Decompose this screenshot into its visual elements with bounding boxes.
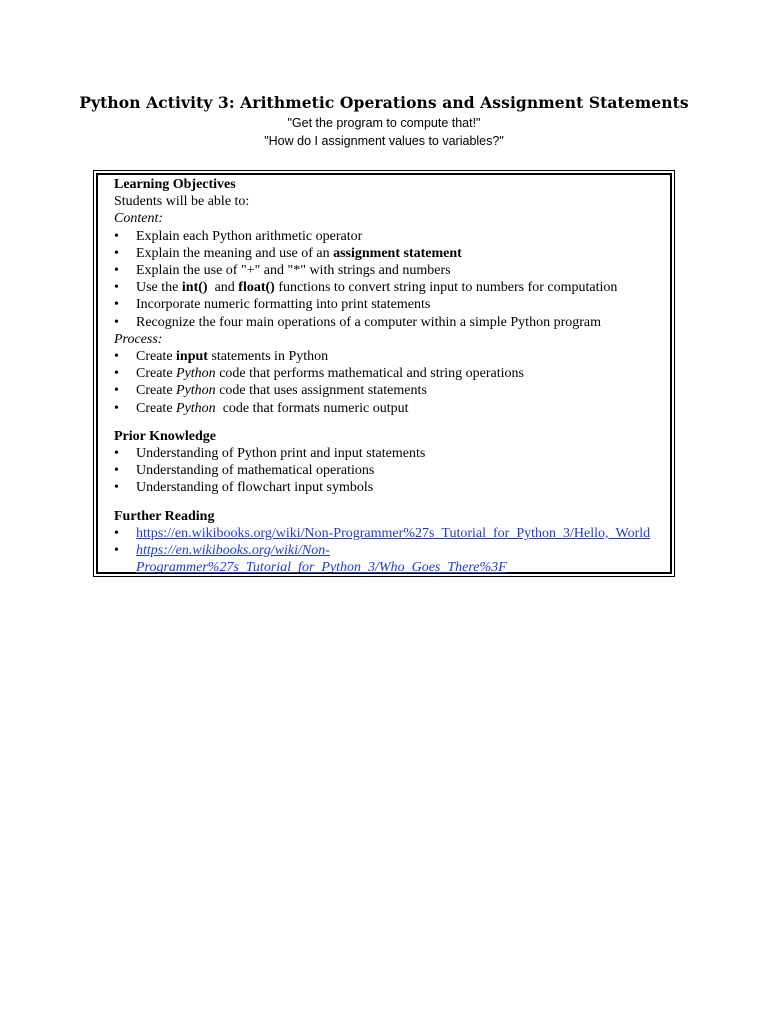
page-subtitle-1: "Get the program to compute that!" <box>287 116 481 130</box>
page-subtitle-2: "How do I assignment values to variables?" <box>264 134 504 148</box>
bullet-icon: • <box>114 280 119 296</box>
list-item: • Create input statements in Python <box>114 349 329 365</box>
list-item <box>114 542 674 576</box>
learning-objectives-heading: Learning Objectives <box>114 177 236 192</box>
page-title: Python Activity 3: Arithmetic Operations and Assignment Statements <box>79 93 689 112</box>
further-reading-list <box>114 525 674 577</box>
bullet-icon: • <box>114 463 119 479</box>
process-label: Process: <box>114 331 163 347</box>
bullet-icon: • <box>114 366 119 382</box>
further-reading-heading: Further Reading <box>114 508 215 524</box>
bullet-icon: • <box>114 400 119 416</box>
objectives-intro: Students will be able to: <box>114 194 250 210</box>
list-item: • Create Python code that performs mathematical and string operations <box>114 366 524 382</box>
list-item: • Understanding of flowchart input symbols <box>114 480 374 496</box>
list-item: • Incorporate numeric formatting into print statements <box>114 297 431 313</box>
list-item: • Use the int() and float() functions to convert string input to numbers for computation <box>114 280 618 296</box>
list-item <box>114 525 674 542</box>
bullet-icon: • <box>114 383 119 399</box>
content-objectives-list <box>114 228 674 331</box>
list-item: • Recognize the four main operations of a computer within a simple Python program <box>114 314 601 330</box>
reading-link-hello-world[interactable]: https://en.wikibooks.org/wiki/Non-Programmer%27s_Tutorial_for_Python_3/Hello,_World <box>136 525 651 541</box>
prior-knowledge-list <box>114 445 674 497</box>
bullet-icon: • <box>114 446 119 462</box>
content-label: Content: <box>114 211 163 227</box>
bullet-icon: • <box>114 543 119 559</box>
bullet-icon: • <box>114 349 119 365</box>
bullet-icon: • <box>114 480 119 496</box>
list-item: • Explain the meaning and use of an assignment statement <box>114 245 462 261</box>
list-item: • Create Python code that formats numeric output <box>114 400 409 416</box>
process-objectives-list <box>114 348 674 417</box>
bullet-icon: • <box>114 314 119 330</box>
list-item: • Understanding of Python print and input statements <box>114 446 426 462</box>
list-item: • Explain each Python arithmetic operator <box>114 228 363 244</box>
prior-knowledge-heading: Prior Knowledge <box>114 428 217 444</box>
bullet-icon: • <box>114 525 119 541</box>
list-item: • Understanding of mathematical operations <box>114 463 375 479</box>
bullet-icon: • <box>114 263 119 279</box>
reading-link-who-goes-there[interactable]: https://en.wikibooks.org/wiki/Non- Programmer%27s_Tutorial_for_Python_3/Who_Goes_There%3F <box>136 543 507 576</box>
bullet-icon: • <box>114 228 119 244</box>
bullet-icon: • <box>114 245 119 261</box>
bullet-icon: • <box>114 297 119 313</box>
list-item: • Explain the use of "+" and "*" with strings and numbers <box>114 263 451 279</box>
list-item: • Create Python code that uses assignment statements <box>114 383 427 399</box>
objectives-content <box>114 176 674 576</box>
